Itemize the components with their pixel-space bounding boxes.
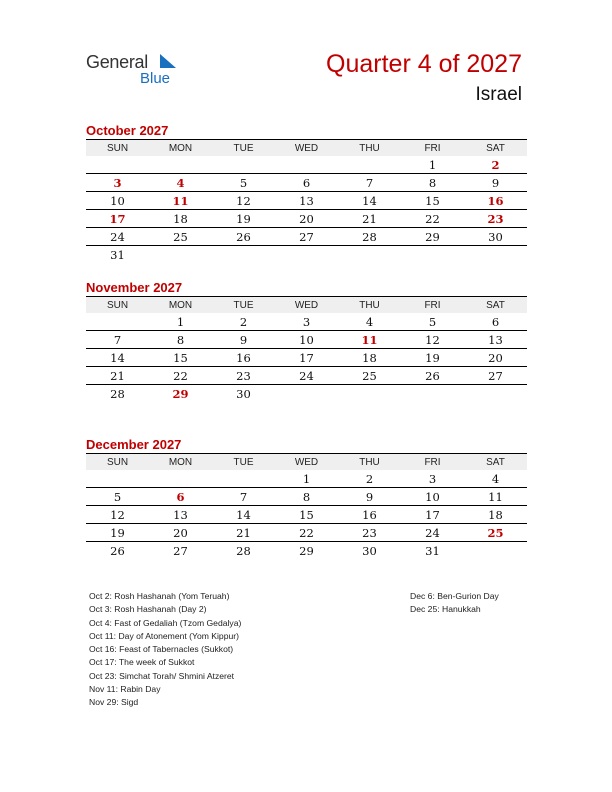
weekday-header: MON bbox=[149, 140, 212, 157]
week-row bbox=[86, 470, 527, 488]
day-cell: 21 bbox=[212, 524, 275, 542]
day-cell: 22 bbox=[149, 367, 212, 385]
day-cell: 5 bbox=[86, 488, 149, 506]
weekday-header: WED bbox=[275, 297, 338, 314]
empty-day-cell bbox=[338, 156, 401, 174]
empty-day-cell bbox=[275, 385, 338, 403]
day-cell: 6 bbox=[149, 488, 212, 506]
day-cell: 3 bbox=[86, 174, 149, 192]
day-cell: 19 bbox=[401, 349, 464, 367]
empty-day-cell bbox=[149, 156, 212, 174]
empty-day-cell bbox=[464, 542, 527, 560]
day-cell: 12 bbox=[86, 506, 149, 524]
empty-day-cell bbox=[86, 313, 149, 331]
day-cell: 29 bbox=[401, 228, 464, 246]
day-cell: 20 bbox=[149, 524, 212, 542]
day-cell: 14 bbox=[86, 349, 149, 367]
empty-day-cell bbox=[464, 246, 527, 264]
empty-day-cell bbox=[149, 470, 212, 488]
day-cell: 11 bbox=[149, 192, 212, 210]
weekday-header: TUE bbox=[212, 454, 275, 471]
weekday-header: THU bbox=[338, 140, 401, 157]
day-cell: 3 bbox=[275, 313, 338, 331]
day-cell: 11 bbox=[338, 331, 401, 349]
day-cell: 10 bbox=[86, 192, 149, 210]
day-cell: 26 bbox=[401, 367, 464, 385]
day-cell: 30 bbox=[464, 228, 527, 246]
day-cell: 17 bbox=[401, 506, 464, 524]
weekday-header: SUN bbox=[86, 140, 149, 157]
holiday-note: Oct 17: The week of Sukkot bbox=[89, 657, 195, 668]
day-cell: 12 bbox=[212, 192, 275, 210]
month-title: October 2027 bbox=[86, 123, 169, 138]
day-cell: 7 bbox=[338, 174, 401, 192]
calendar-table bbox=[86, 296, 527, 402]
week-row bbox=[86, 313, 527, 331]
week-row bbox=[86, 192, 527, 210]
week-row bbox=[86, 156, 527, 174]
day-cell: 7 bbox=[86, 331, 149, 349]
holiday-notes-right bbox=[410, 590, 499, 617]
weekday-header: SAT bbox=[464, 454, 527, 471]
weekday-header: TUE bbox=[212, 297, 275, 314]
day-cell: 8 bbox=[401, 174, 464, 192]
day-cell: 22 bbox=[401, 210, 464, 228]
empty-day-cell bbox=[86, 156, 149, 174]
calendar-table bbox=[86, 139, 527, 263]
day-cell: 17 bbox=[86, 210, 149, 228]
month-title: December 2027 bbox=[86, 437, 182, 452]
day-cell: 26 bbox=[110, 543, 125, 558]
logo bbox=[86, 52, 196, 92]
day-cell: 8 bbox=[275, 488, 338, 506]
holiday-note: Oct 2: Rosh Hashanah (Yom Teruah) bbox=[89, 591, 230, 601]
day-cell: 22 bbox=[275, 524, 338, 542]
calendar-table bbox=[86, 453, 527, 559]
logo-text-blue: Blue bbox=[140, 70, 171, 87]
weekday-header: SAT bbox=[464, 297, 527, 314]
day-cell: 9 bbox=[338, 488, 401, 506]
day-cell: 8 bbox=[149, 331, 212, 349]
day-cell: 31 bbox=[110, 247, 125, 262]
day-cell: 2 bbox=[338, 470, 401, 488]
weekday-header: FRI bbox=[401, 454, 464, 471]
holiday-note: Oct 16: Feast of Tabernacles (Sukkot) bbox=[89, 644, 234, 655]
holiday-note: Nov 29: Sigd bbox=[89, 697, 139, 708]
holiday-note: Dec 6: Ben-Gurion Day bbox=[410, 591, 499, 601]
week-row bbox=[86, 349, 527, 367]
empty-day-cell bbox=[338, 385, 401, 403]
empty-day-cell bbox=[275, 156, 338, 174]
day-cell: 28 bbox=[236, 543, 251, 558]
day-cell: 6 bbox=[464, 313, 527, 331]
weekday-header: FRI bbox=[401, 140, 464, 157]
day-cell: 30 bbox=[236, 386, 251, 401]
holiday-note: Oct 23: Simchat Torah/ Shmini Atzeret bbox=[89, 670, 235, 681]
week-row bbox=[86, 331, 527, 349]
day-cell: 28 bbox=[338, 228, 401, 246]
day-cell: 18 bbox=[338, 349, 401, 367]
empty-day-cell bbox=[212, 246, 275, 264]
day-cell: 23 bbox=[464, 210, 527, 228]
day-cell: 4 bbox=[464, 470, 527, 488]
day-cell: 10 bbox=[275, 331, 338, 349]
week-row bbox=[86, 524, 527, 542]
day-cell: 25 bbox=[464, 524, 527, 542]
empty-day-cell bbox=[149, 246, 212, 264]
week-row bbox=[86, 246, 527, 264]
day-cell: 16 bbox=[464, 192, 527, 210]
day-cell: 5 bbox=[401, 313, 464, 331]
day-cell: 24 bbox=[275, 367, 338, 385]
logo-text-general: General bbox=[86, 52, 148, 72]
day-cell: 1 bbox=[149, 313, 212, 331]
day-cell: 16 bbox=[212, 349, 275, 367]
holiday-notes-left bbox=[89, 590, 241, 710]
empty-day-cell bbox=[86, 470, 149, 488]
holiday-note: Oct 11: Day of Atonement (Yom Kippur) bbox=[89, 630, 239, 641]
day-cell: 18 bbox=[464, 506, 527, 524]
day-cell: 4 bbox=[338, 313, 401, 331]
day-cell: 16 bbox=[338, 506, 401, 524]
weekday-header: MON bbox=[149, 454, 212, 471]
day-cell: 21 bbox=[338, 210, 401, 228]
day-cell: 27 bbox=[173, 543, 188, 558]
day-cell: 24 bbox=[401, 524, 464, 542]
day-cell: 13 bbox=[149, 506, 212, 524]
day-cell: 27 bbox=[275, 228, 338, 246]
holiday-note: Dec 25: Hanukkah bbox=[410, 604, 481, 615]
day-cell: 17 bbox=[275, 349, 338, 367]
day-cell: 2 bbox=[212, 313, 275, 331]
week-row bbox=[86, 488, 527, 506]
day-cell: 19 bbox=[212, 210, 275, 228]
day-cell: 5 bbox=[212, 174, 275, 192]
empty-day-cell bbox=[275, 246, 338, 264]
country-label: Israel bbox=[475, 84, 522, 105]
day-cell: 25 bbox=[338, 367, 401, 385]
week-row bbox=[86, 228, 527, 246]
holiday-note: Oct 4: Fast of Gedaliah (Tzom Gedalya) bbox=[89, 617, 242, 628]
weekday-header: WED bbox=[275, 454, 338, 471]
day-cell: 20 bbox=[275, 210, 338, 228]
weekday-header: SUN bbox=[86, 454, 149, 471]
day-cell: 24 bbox=[86, 228, 149, 246]
day-cell: 3 bbox=[401, 470, 464, 488]
empty-day-cell bbox=[401, 385, 464, 403]
weekday-header: SUN bbox=[86, 297, 149, 314]
day-cell: 14 bbox=[212, 506, 275, 524]
holiday-note: Oct 3: Rosh Hashanah (Day 2) bbox=[89, 604, 207, 615]
day-cell: 6 bbox=[275, 174, 338, 192]
week-row bbox=[86, 542, 527, 560]
day-cell: 2 bbox=[464, 156, 527, 174]
empty-day-cell bbox=[338, 246, 401, 264]
day-cell: 31 bbox=[425, 543, 440, 558]
day-cell: 18 bbox=[149, 210, 212, 228]
day-cell: 28 bbox=[110, 386, 125, 401]
day-cell: 20 bbox=[464, 349, 527, 367]
month-december bbox=[86, 436, 528, 559]
weekday-header: SAT bbox=[464, 140, 527, 157]
empty-day-cell bbox=[212, 156, 275, 174]
day-cell: 19 bbox=[86, 524, 149, 542]
day-cell: 29 bbox=[299, 543, 314, 558]
day-cell: 23 bbox=[212, 367, 275, 385]
logo-triangle-icon bbox=[160, 54, 176, 68]
day-cell: 10 bbox=[401, 488, 464, 506]
empty-day-cell bbox=[464, 385, 527, 403]
day-cell: 13 bbox=[464, 331, 527, 349]
day-cell: 15 bbox=[275, 506, 338, 524]
empty-day-cell bbox=[212, 470, 275, 488]
day-cell: 23 bbox=[338, 524, 401, 542]
weekday-header: MON bbox=[149, 297, 212, 314]
month-october bbox=[86, 122, 528, 263]
day-cell: 13 bbox=[275, 192, 338, 210]
day-cell: 15 bbox=[149, 349, 212, 367]
weekday-header: THU bbox=[338, 297, 401, 314]
day-cell: 9 bbox=[212, 331, 275, 349]
day-cell: 29 bbox=[172, 386, 189, 401]
weekday-header: TUE bbox=[212, 140, 275, 157]
day-cell: 30 bbox=[362, 543, 377, 558]
week-row bbox=[86, 210, 527, 228]
weekday-header: THU bbox=[338, 454, 401, 471]
month-november bbox=[86, 279, 528, 402]
day-cell: 27 bbox=[464, 367, 527, 385]
empty-day-cell bbox=[401, 246, 464, 264]
day-cell: 21 bbox=[86, 367, 149, 385]
day-cell: 25 bbox=[149, 228, 212, 246]
day-cell: 26 bbox=[212, 228, 275, 246]
day-cell: 1 bbox=[275, 470, 338, 488]
day-cell: 1 bbox=[401, 156, 464, 174]
day-cell: 14 bbox=[338, 192, 401, 210]
day-cell: 15 bbox=[401, 192, 464, 210]
month-title: November 2027 bbox=[86, 280, 183, 295]
weekday-header: FRI bbox=[401, 297, 464, 314]
weekday-header: WED bbox=[275, 140, 338, 157]
day-cell: 9 bbox=[464, 174, 527, 192]
week-row bbox=[86, 506, 527, 524]
week-row bbox=[86, 174, 527, 192]
day-cell: 11 bbox=[464, 488, 527, 506]
week-row bbox=[86, 385, 527, 403]
day-cell: 12 bbox=[401, 331, 464, 349]
page-title: Quarter 4 of 2027 bbox=[326, 50, 522, 78]
week-row bbox=[86, 367, 527, 385]
day-cell: 7 bbox=[212, 488, 275, 506]
holiday-note: Nov 11: Rabin Day bbox=[89, 684, 161, 695]
day-cell: 4 bbox=[149, 174, 212, 192]
